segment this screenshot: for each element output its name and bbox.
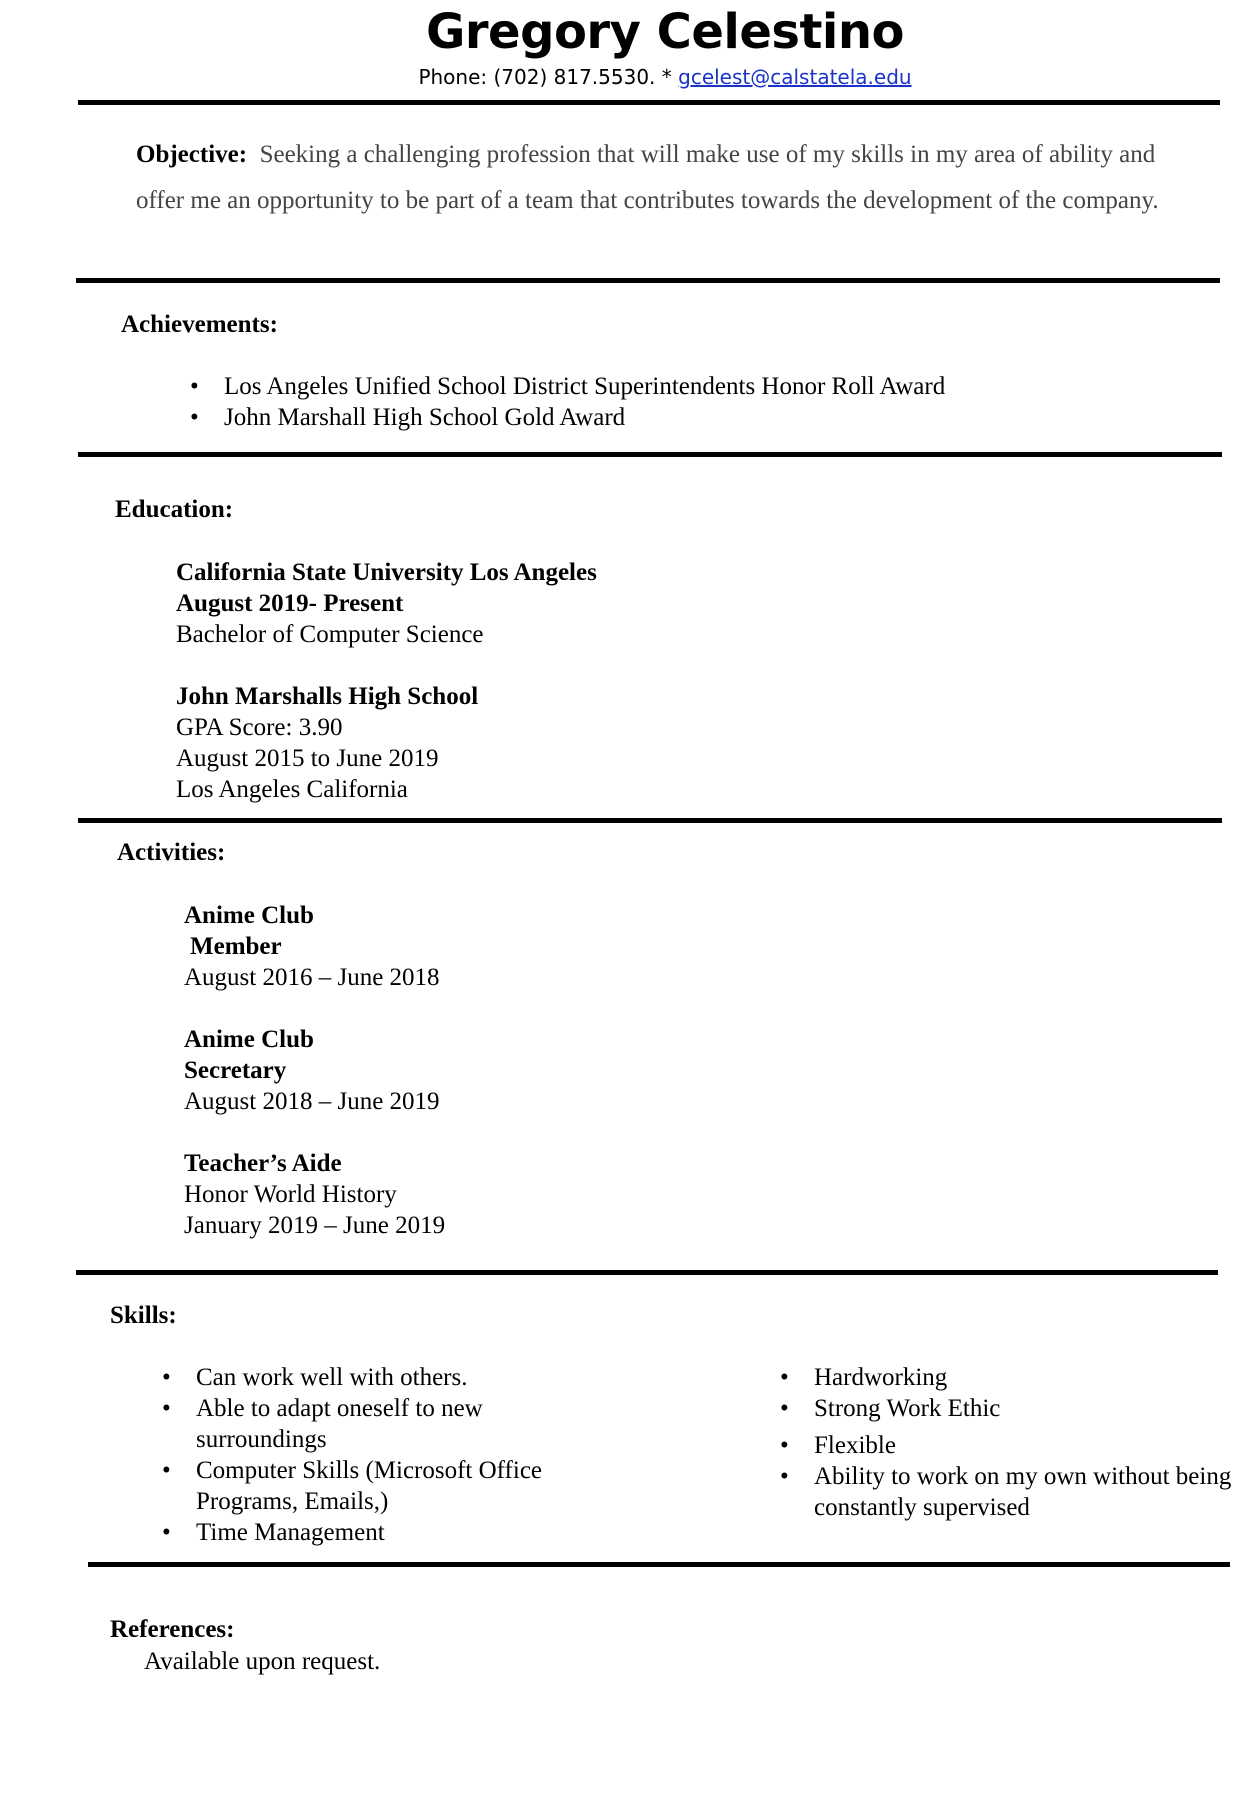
- activity-dates: August 2018 – June 2019: [184, 1088, 440, 1115]
- education-entry: [176, 557, 597, 805]
- activities-title: Activities:: [117, 839, 226, 866]
- activities-list: [184, 900, 445, 1241]
- school-name: John Marshalls High School: [176, 683, 479, 710]
- achievements-list: [178, 371, 1078, 433]
- skill-line: Ability to work on my own without being: [814, 1463, 1232, 1490]
- list-item: • Able to adapt oneself to new surroundings: [150, 1393, 580, 1455]
- candidate-name: Gregory Celestino: [425, 4, 905, 60]
- objective-section: [136, 132, 1196, 224]
- divider-achievements: [78, 452, 1222, 457]
- divider-activities: [76, 1270, 1218, 1275]
- skills-list-left: [150, 1362, 580, 1548]
- activity-role: Honor World History: [184, 1181, 397, 1208]
- school-name: California State University Los Angeles: [176, 559, 597, 586]
- activity-dates: August 2016 – June 2018: [184, 964, 440, 991]
- objective-label: Objective:: [136, 141, 248, 168]
- email-link[interactable]: gcelest@calstatela.edu: [678, 65, 912, 89]
- list-item: • Time Management: [150, 1517, 580, 1548]
- list-item: • Computer Skills (Microsoft Office Programs, Emails,): [150, 1455, 580, 1517]
- objective-text: Seeking a challenging profession that will make use of my skills in my area of ability and offer me an opportunity to be part of a team that contributes towards the development of the company.: [136, 141, 1159, 214]
- gpa: GPA Score: 3.90: [176, 714, 343, 741]
- references-title: References:: [110, 1616, 235, 1643]
- education-dates: August 2015 to June 2019: [176, 745, 439, 772]
- contact-line: [0, 65, 1242, 89]
- activity-dates: January 2019 – June 2019: [184, 1212, 446, 1239]
- phone-text: Phone: (702) 817.5530. *: [418, 65, 679, 89]
- list-item: • John Marshall High School Gold Award: [178, 402, 1078, 433]
- degree: Bachelor of Computer Science: [176, 621, 484, 648]
- activity-name: Anime Club: [184, 1026, 314, 1053]
- skills-list-right: [768, 1362, 1242, 1523]
- education-location: Los Angeles California: [176, 776, 408, 803]
- list-item: • Strong Work Ethic: [768, 1393, 1242, 1424]
- skills-title: Skills:: [110, 1302, 177, 1329]
- divider-header: [78, 100, 1220, 105]
- activity-role: Member: [190, 933, 282, 960]
- list-item: • Flexible: [768, 1430, 1242, 1461]
- list-item: • Hardworking: [768, 1362, 1242, 1393]
- divider-education: [78, 818, 1222, 823]
- activity-name: Anime Club: [184, 902, 314, 929]
- list-item: • Los Angeles Unified School District Superintendents Honor Roll Award: [178, 371, 1078, 402]
- achievements-title: Achievements:: [121, 311, 278, 338]
- activity-name: Teacher’s Aide: [184, 1150, 342, 1177]
- activity-role: Secretary: [184, 1057, 287, 1084]
- education-title: Education:: [115, 496, 234, 523]
- references-text: Available upon request.: [144, 1648, 381, 1675]
- skill-line: constantly supervised: [814, 1494, 1030, 1521]
- list-item: • Can work well with others.: [150, 1362, 580, 1393]
- divider-objective: [76, 278, 1220, 283]
- divider-skills: [88, 1562, 1230, 1567]
- list-item: [768, 1461, 1242, 1523]
- education-dates: August 2019- Present: [176, 590, 404, 617]
